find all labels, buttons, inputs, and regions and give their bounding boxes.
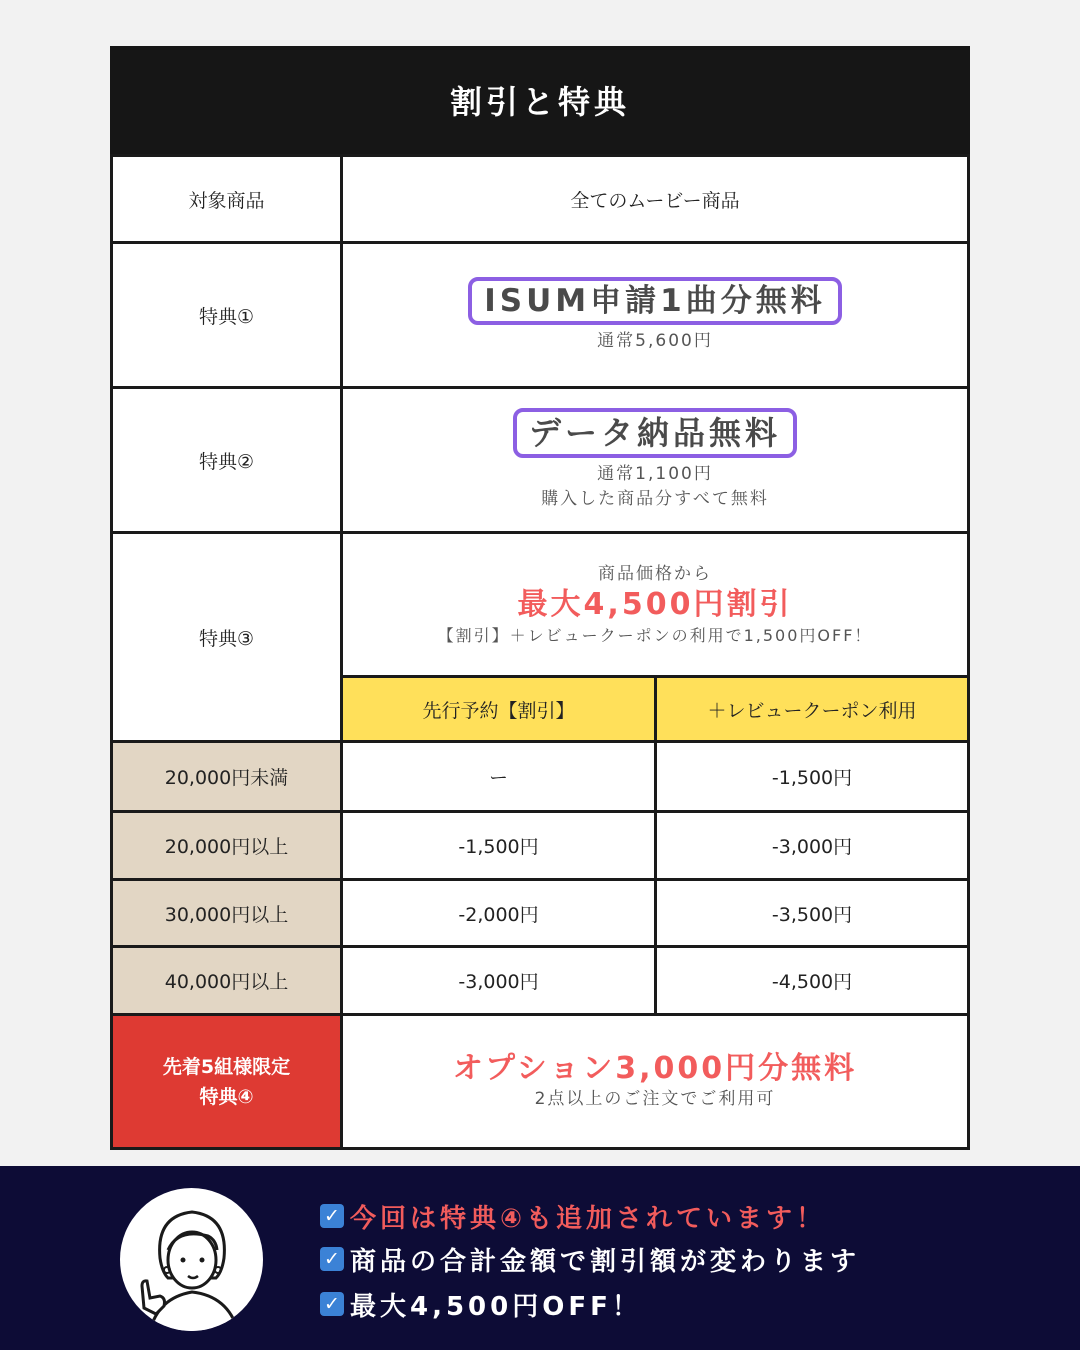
- check-box-icon: ✓: [320, 1247, 344, 1271]
- avatar: [120, 1188, 263, 1331]
- row-range: 30,000円以上: [113, 881, 340, 945]
- perk4-label: [113, 1016, 340, 1147]
- target-value: 全てのムービー商品: [343, 157, 967, 241]
- col-header-review: ＋レビュークーポン利用: [657, 678, 967, 740]
- row-reserve: -3,000円: [343, 948, 654, 1013]
- perk2-label: 特典②: [113, 389, 340, 531]
- perk3-headline: 最大4,500円割引: [517, 586, 793, 622]
- perk4-label-name: 特典④: [199, 1085, 254, 1108]
- row-review: -3,500円: [657, 881, 967, 945]
- perk2-content: [343, 389, 967, 531]
- row-range: 20,000円以上: [113, 813, 340, 878]
- row-reserve: ー: [343, 743, 654, 810]
- perk1-label: 特典①: [113, 244, 340, 386]
- footer-line-2: ✓ 商品の合計金額で割引額が変わります: [320, 1241, 860, 1277]
- target-label: 対象商品: [113, 157, 340, 241]
- perk3-label: 特典③: [113, 534, 340, 740]
- row-range: 40,000円以上: [113, 948, 340, 1013]
- perk4-label-limited: 先着5組様限定: [162, 1055, 291, 1078]
- row-range: 20,000円未満: [113, 743, 340, 810]
- col-header-reserve: 先行予約【割引】: [343, 678, 654, 740]
- footer-banner: [0, 1166, 1080, 1350]
- perk2-note-price: 通常1,100円: [597, 464, 713, 484]
- perk2-headline: データ納品無料: [513, 408, 797, 458]
- table-title: 割引と特典: [110, 46, 970, 154]
- row-reserve: -1,500円: [343, 813, 654, 878]
- row-review: -3,000円: [657, 813, 967, 878]
- perk4-headline: オプション3,000円分無料: [452, 1051, 858, 1086]
- row-reserve: -2,000円: [343, 881, 654, 945]
- check-box-icon: ✓: [320, 1204, 344, 1228]
- perk3-content: [343, 534, 967, 675]
- discount-table: [110, 46, 970, 1150]
- perk4-content: [343, 1016, 967, 1147]
- row-review: -4,500円: [657, 948, 967, 1013]
- perk3-note: 【割引】＋レビュークーポンの利用で1,500円OFF！: [437, 625, 873, 645]
- footer-line-3: ✓ 最大4,500円OFF！: [320, 1286, 642, 1322]
- person-pointing-icon: [120, 1188, 263, 1331]
- perk1-content: [343, 244, 967, 386]
- perk4-note: 2点以上のご注文でご利用可: [534, 1089, 776, 1109]
- perk2-note-all: 購入した商品分すべて無料: [541, 489, 769, 509]
- perk3-lead: 商品価格から: [598, 563, 712, 584]
- perk1-headline: ISUM申請1曲分無料: [468, 277, 841, 325]
- perk1-note: 通常5,600円: [597, 330, 713, 351]
- check-box-icon: ✓: [320, 1292, 344, 1316]
- footer-line-1: ✓ 今回は特典④も追加されています！: [320, 1198, 826, 1234]
- row-review: -1,500円: [657, 743, 967, 810]
